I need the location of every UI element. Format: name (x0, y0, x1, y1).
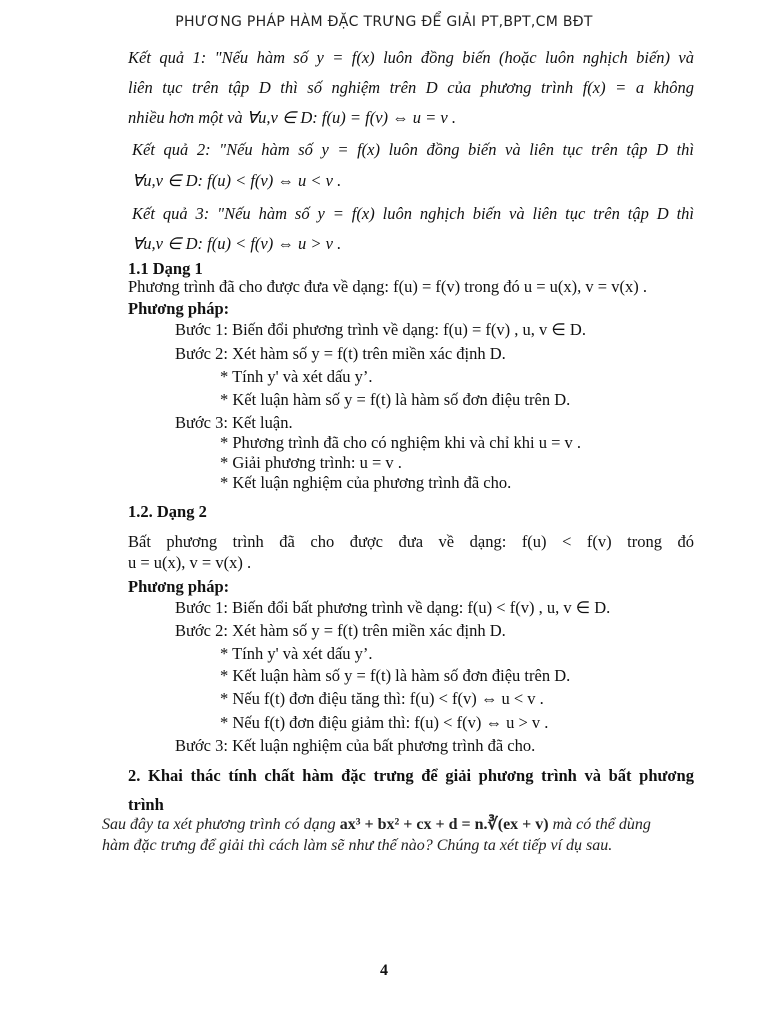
form-2-statement-line-1: Bất phương trình đã cho được đưa về dạng: f(u) < f(v) trong đó (128, 532, 694, 551)
form-2-substep-increasing: * Nếu f(t) đơn điệu tăng thì: f(u) < f(v) ⇔ u < v . (220, 689, 544, 708)
form-1-statement: Phương trình đã cho được đưa về dạng: f(u) = f(v) trong đó u = u(x), v = v(x) . (128, 277, 647, 296)
form-2-substep-decreasing: * Nếu f(t) đơn điệu giảm thì: f(u) < f(v) ⇔ u > v . (220, 713, 549, 732)
running-header: PHƯƠNG PHÁP HÀM ĐẶC TRƯNG ĐỂ GIẢI PT,BPT,CM BĐT (175, 14, 593, 30)
form-1-method-label: Phương pháp: (128, 299, 230, 318)
form-2-step-2: Bước 2: Xét hàm số y = f(t) trên miền xác định D. (175, 621, 506, 640)
form-2-step-1: Bước 1: Biến đổi bất phương trình về dạng: f(u) < f(v) , u, v ∈ D. (175, 598, 611, 617)
form-1-substep-derivative: * Tính y' và xét dấu y’. (220, 367, 373, 386)
form-2-heading: 1.2. Dạng 2 (128, 502, 207, 521)
closing-text-after: mà có thể dùng hàm đặc trưng để giải thì cách làm sẽ như thế nào? Chúng ta xét tiếp ví dụ sau. (102, 816, 651, 854)
result-2-line-2: ∀u,v ∈ D: f(u) < f(v) ⇔ u < v . (132, 171, 342, 190)
result-3-line-1: Kết quả 3: "Nếu hàm số y = f(x) luôn nghịch biến và liên tục trên tập D thì (132, 204, 694, 223)
result-1-line-3: nhiều hơn một và ∀u,v ∈ D: f(u) = f(v) ⇔ u = v . (128, 108, 456, 127)
form-2-substep-monotonic: * Kết luận hàm số y = f(t) là hàm số đơn điệu trên D. (220, 666, 571, 685)
result-3-line-2: ∀u,v ∈ D: f(u) < f(v) ⇔ u > v . (132, 234, 342, 253)
result-1-line-2: liên tục trên tập D thì số nghiệm trên D của phương trình f(x) = a không (128, 78, 694, 97)
result-1-line-1: Kết quả 1: "Nếu hàm số y = f(x) luôn đồng biến (hoặc luôn nghịch biến) và (128, 48, 694, 67)
form-1-heading: 1.1 Dạng 1 (128, 259, 203, 278)
result-2-line-1: Kết quả 2: "Nếu hàm số y = f(x) luôn đồng biến và liên tục trên tập D thì (132, 140, 694, 159)
form-2-step-3: Bước 3: Kết luận nghiệm của bất phương trình đã cho. (175, 736, 536, 755)
section-2-heading-line-2: trình (128, 795, 164, 814)
form-2-method-label: Phương pháp: (128, 577, 230, 596)
section-2-heading-line-1: 2. Khai thác tính chất hàm đặc trưng để giải phương trình và bất phương (128, 766, 694, 785)
cubic-equation-formula: ax³ + bx² + cx + d = n.∛(ex + v) (339, 816, 549, 833)
form-2-statement-line-2: u = u(x), v = v(x) . (128, 553, 252, 572)
form-1-step-3: Bước 3: Kết luận. (175, 413, 293, 432)
form-1-substep-condition: * Phương trình đã cho có nghiệm khi và chỉ khi u = v . (220, 433, 582, 452)
form-1-substep-monotonic: * Kết luận hàm số y = f(t) là hàm số đơn điệu trên D. (220, 390, 571, 409)
closing-text-before: Sau đây ta xét phương trình có dạng (102, 816, 336, 833)
form-1-step-2: Bước 2: Xét hàm số y = f(t) trên miền xác định D. (175, 344, 506, 363)
closing-paragraph (102, 814, 672, 856)
form-1-substep-solve: * Giải phương trình: u = v . (220, 453, 402, 472)
form-1-substep-conclude: * Kết luận nghiệm của phương trình đã cho. (220, 473, 512, 492)
page-number: 4 (380, 962, 388, 979)
form-2-substep-derivative: * Tính y' và xét dấu y’. (220, 644, 373, 663)
form-1-step-1: Bước 1: Biến đổi phương trình về dạng: f(u) = f(v) , u, v ∈ D. (175, 320, 586, 339)
